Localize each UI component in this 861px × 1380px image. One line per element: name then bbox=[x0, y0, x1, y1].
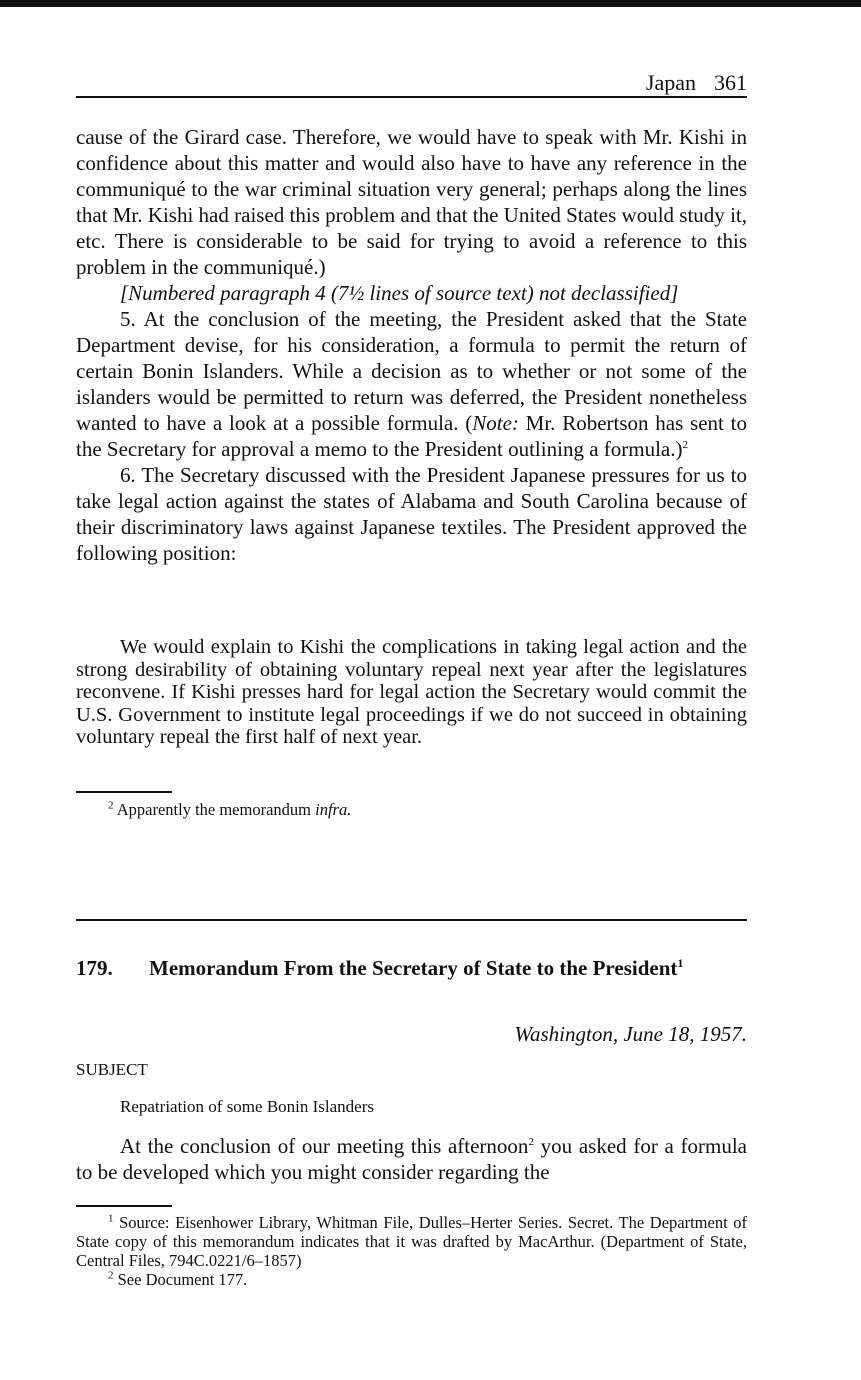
continuation-paragraph: cause of the Girard case. Therefore, we would have to speak with Mr. Kishi in confidence about this matter and would also have to have any reference in the communiqué to the war criminal situation very general; perhaps along the lines that Mr. Kishi had raised this problem and that the United States would study it, etc. There is considerable to be said for trying to avoid a reference to this problem in the communiqué.) bbox=[76, 125, 747, 279]
footnotes bbox=[76, 1213, 747, 1289]
scan-edge-bar bbox=[0, 0, 861, 7]
footnote-2-prev bbox=[76, 800, 747, 819]
footnote-2 bbox=[76, 1270, 747, 1289]
document-title: Memorandum From the Secretary of State to the President bbox=[149, 956, 678, 980]
title-footnote-ref: 1 bbox=[677, 956, 684, 970]
subject-text: Repatriation of some Bonin Islanders bbox=[120, 1097, 375, 1116]
subject-label: SUBJECT bbox=[76, 1060, 148, 1079]
paragraph-5-text: 5. At the conclusion of the meeting, the President asked that the State Department devise, for his consideration, a formula to permit the return of certain Bonin Islanders. While a decision as to whether or not some of the islanders would be permitted to return was deferred, the President nonetheless wanted to have a look at a possible formula. ( bbox=[76, 307, 747, 435]
memo-footnote-ref: 2 bbox=[528, 1136, 534, 1148]
footnote-italic: infra. bbox=[315, 800, 352, 819]
document-heading bbox=[76, 954, 747, 982]
block-quote-container bbox=[76, 636, 747, 749]
footnote-mark: 1 bbox=[108, 1212, 114, 1225]
footnote-rule bbox=[76, 791, 172, 793]
document-number: 179. bbox=[76, 956, 113, 980]
redaction-note bbox=[76, 280, 747, 306]
memo-text-end: you asked for a formula to be developed which you might consider regarding the bbox=[76, 1134, 747, 1184]
footnote-rule-bottom bbox=[76, 1205, 172, 1207]
footnote-text: Source: Eisenhower Library, Whitman File, Dulles–Herter Series. Secret. The Department of State copy of this memorandum indicates that it was drafted by MacArthur. (Department of State, Central Files, 794C.0221/6–1857) bbox=[76, 1213, 747, 1270]
upper-body bbox=[76, 124, 747, 566]
footnote-ref: 2 bbox=[682, 439, 688, 451]
document-separator bbox=[76, 919, 747, 921]
paragraph-5 bbox=[76, 306, 747, 462]
page-number: 361 bbox=[714, 70, 747, 95]
memo-paragraph bbox=[76, 1133, 747, 1185]
footnote-1 bbox=[76, 1213, 747, 1270]
section-title: Japan bbox=[645, 70, 696, 95]
footnote-mark: 2 bbox=[108, 799, 114, 812]
running-header bbox=[76, 70, 747, 98]
memo-text-start: At the conclusion of our meeting this afternoon bbox=[120, 1134, 529, 1158]
block-quote: We would explain to Kishi the complications in taking legal action and the strong desirability of obtaining voluntary repeal next year after the legislatures reconvene. If Kishi presses hard for legal action the Secretary would commit the U.S. Government to institute legal proceedings if we do not succeed in obtaining voluntary repeal the first half of next year. bbox=[76, 636, 747, 748]
memo-body bbox=[76, 1133, 747, 1185]
footnote-prev bbox=[76, 800, 747, 819]
note-label: Note: bbox=[472, 411, 519, 435]
footnote-text: See Document 177. bbox=[117, 1270, 248, 1289]
dateline: Washington, June 18, 1957. bbox=[514, 1022, 747, 1046]
paragraph-6: 6. The Secretary discussed with the President Japanese pressures for us to take legal action against the states of Alabama and South Carolina because of their discriminatory laws against Japanese textiles. The President approved the following position: bbox=[76, 463, 747, 565]
footnote-mark: 2 bbox=[108, 1269, 114, 1282]
footnote-text: Apparently the memorandum bbox=[116, 800, 316, 819]
redaction-note-text: [Numbered paragraph 4 (7½ lines of source text) not declassified] bbox=[120, 281, 679, 305]
note-text: Mr. Robertson has sent to the Secretary for approval a memo to the President outlining a formula.) bbox=[76, 411, 747, 461]
